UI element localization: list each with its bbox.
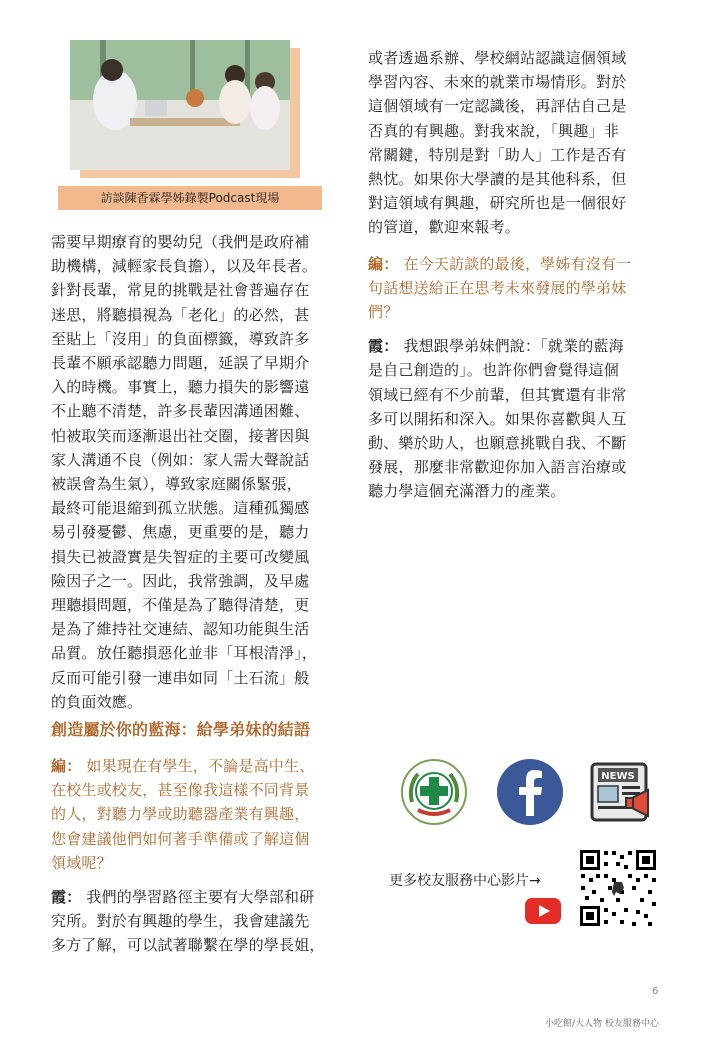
text-line: 我想跟學弟妹們說：「就業的藍海	[403, 337, 624, 356]
more-videos-label: 更多校友服務中心影片→	[389, 873, 541, 889]
text-line: 理聽損問題，不僅是為了聽得清楚，更	[51, 596, 310, 615]
editor-question	[368, 252, 658, 325]
text-line: 損失已被證實是失智症的主要可改變風	[51, 547, 310, 566]
text-line: 是為了維持社交連結、認知功能與生活	[51, 620, 310, 639]
text-line: 助機構，減輕家長負擔），以及年長者。	[51, 257, 318, 276]
text-line: 發展，那麼非常歡迎你加入語言治療或	[368, 458, 627, 477]
interviewee-label: 霞：	[368, 337, 399, 356]
text-line: 領域呢？	[51, 853, 112, 872]
link-icons	[400, 758, 660, 830]
text-line: 長輩不願承認聽力問題，延誤了早期介	[51, 354, 310, 373]
text-line: 的管道，歡迎來報考。	[368, 218, 521, 237]
text-line: 最終可能退縮到孤立狀態。這種孤獨感	[51, 499, 310, 518]
facebook-icon[interactable]	[496, 758, 564, 826]
text-line: 的人，對聽力學或助聽器產業有興趣，	[51, 805, 310, 824]
interviewee-answer	[368, 334, 658, 503]
text-line: 入的時機。事實上，聽力損失的影響遠	[51, 378, 310, 397]
text-line: 領域已經有不少前輩，但其實還有非常	[368, 385, 627, 404]
podcast-photo	[70, 40, 290, 170]
text-line: 這個領域有一定認識後，再評估自己是	[368, 97, 627, 116]
editor-question	[51, 754, 351, 875]
text-line: 究所。對於有興趣的學生，我會建議先	[51, 912, 310, 931]
left-column	[51, 230, 351, 958]
text-line: 常關鍵，特別是對「助人」工作是否有	[368, 145, 627, 164]
answer-continued	[368, 46, 658, 240]
footer-text: 小吃館/大人物 校友服務中心	[545, 1019, 659, 1029]
body-paragraph	[51, 230, 351, 714]
youtube-icon[interactable]	[525, 898, 561, 924]
photo-caption: 訪談陳香霖學姊錄製Podcast現場	[58, 186, 322, 210]
text-line: 聽力學這個充滿潛力的產業。	[368, 482, 566, 501]
text-line: 至貼上「沒用」的負面標籤，導致許多	[51, 329, 310, 348]
section-heading: 創造屬於你的藍海：給學弟妹的結語	[51, 720, 311, 740]
text-line: 需要早期療育的嬰幼兒（我們是政府補	[51, 233, 310, 251]
editor-label: 編：	[51, 757, 82, 776]
right-column	[368, 46, 658, 504]
qr-code[interactable]	[578, 848, 658, 928]
text-line: 迷思，將聽損視為「老化」的必然，甚	[51, 305, 310, 324]
cross-emblem-icon[interactable]	[400, 758, 468, 826]
text-line: 險因子之一。因此，我常強調，及早處	[51, 571, 310, 590]
news-icon[interactable]	[588, 758, 656, 826]
text-line: 反而可能引發一連串如同「土石流」般	[51, 668, 310, 687]
text-line: 在今天訪談的最後，學姊有沒有一	[403, 254, 632, 273]
text-line: 多方了解，可以試著聯繫在學的學長姐，	[51, 936, 325, 955]
text-line: 們？	[368, 303, 399, 322]
interviewee-label: 霞：	[51, 888, 82, 907]
text-line: 否真的有興趣。對我來說，「興趣」非	[368, 121, 619, 140]
text-line: 學習內容、未來的就業市場情形。對於	[368, 73, 627, 92]
svg-text:NEWS: NEWS	[601, 771, 635, 782]
text-line: 不止聽不清楚，許多長輩因溝通困難、	[51, 402, 310, 421]
text-line: 您會建議他們如何著手準備或了解這個	[51, 829, 310, 848]
text-line: 對這領域有興趣，研究所也是一個很好	[368, 194, 627, 213]
text-line: 或者透過系辦、學校網站認識這個領域	[368, 49, 627, 67]
text-line: 在校生或校友，甚至像我這樣不同背景	[51, 781, 310, 800]
text-line: 家人溝通不良（例如：家人需大聲說話	[51, 450, 310, 469]
text-line: 動、樂於助人，也願意挑戰自我、不斷	[368, 434, 627, 453]
text-line: 句話想送給正在思考未來發展的學弟妹	[368, 278, 627, 297]
text-line: 品質。放任聽損惡化並非「耳根清淨」，	[51, 644, 318, 663]
text-line: 我們的學習路徑主要有大學部和研	[86, 888, 315, 907]
text-line: 的負面效應。	[51, 692, 143, 711]
text-line: 是自己創造的」。也許你們會覺得這個	[368, 361, 619, 380]
text-line: 多可以開拓和深入。如果你喜歡與人互	[368, 409, 627, 428]
text-line: 如果現在有學生，不論是高中生、	[86, 757, 315, 776]
text-line: 熱忱。如果你大學讀的是其他科系，但	[368, 170, 627, 189]
interviewee-answer	[51, 885, 351, 958]
text-line: 被誤會為生氣），導致家庭關係緊張，	[51, 475, 302, 494]
text-line: 易引發憂鬱、焦慮，更重要的是，聽力	[51, 523, 310, 542]
text-line: 針對長輩，常見的挑戰是社會普遍存在	[51, 281, 310, 300]
page-number: 6	[652, 986, 659, 997]
text-line: 怕被取笑而逐漸退出社交圈，接著因與	[51, 426, 310, 445]
editor-label: 編：	[368, 254, 399, 273]
